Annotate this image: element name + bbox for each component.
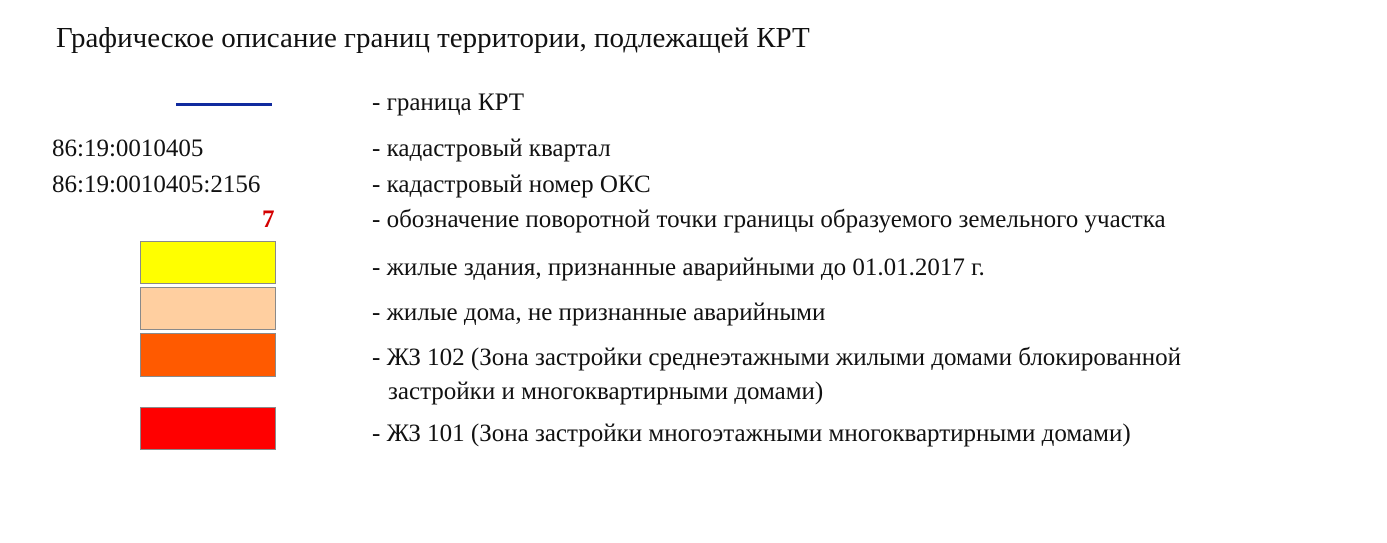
cadastral-quarter-label: - кадастровый квартал bbox=[372, 135, 611, 162]
turning-point-number: 7 bbox=[262, 206, 275, 233]
emergency-buildings-swatch bbox=[140, 241, 276, 284]
page-title: Графическое описание границ территории, подлежащей КРТ bbox=[56, 22, 810, 54]
zone-102-label-line1: - ЖЗ 102 (Зона застройки среднеэтажными жилыми домами блокированной bbox=[372, 344, 1182, 371]
krt-boundary-label: - граница КРТ bbox=[372, 89, 525, 116]
turning-point-label: - обозначение поворотной точки границы образуемого земельного участка bbox=[372, 206, 1166, 233]
zone-101-label: - ЖЗ 101 (Зона застройки многоэтажными многоквартирными домами) bbox=[372, 420, 1131, 447]
non-emergency-houses-swatch bbox=[140, 287, 276, 330]
cadastral-quarter-code: 86:19:0010405 bbox=[52, 135, 204, 162]
zone-102-swatch bbox=[140, 333, 276, 377]
cadastral-number-label: - кадастровый номер ОКС bbox=[372, 171, 651, 198]
cadastral-number-code: 86:19:0010405:2156 bbox=[52, 171, 261, 198]
emergency-buildings-label: - жилые здания, признанные аварийными до 01.01.2017 г. bbox=[372, 254, 985, 281]
krt-boundary-line-symbol bbox=[176, 103, 272, 106]
non-emergency-houses-label: - жилые дома, не признанные аварийными bbox=[372, 299, 826, 326]
zone-101-swatch bbox=[140, 407, 276, 450]
zone-102-label-line2: застройки и многоквартирными домами) bbox=[388, 378, 824, 405]
